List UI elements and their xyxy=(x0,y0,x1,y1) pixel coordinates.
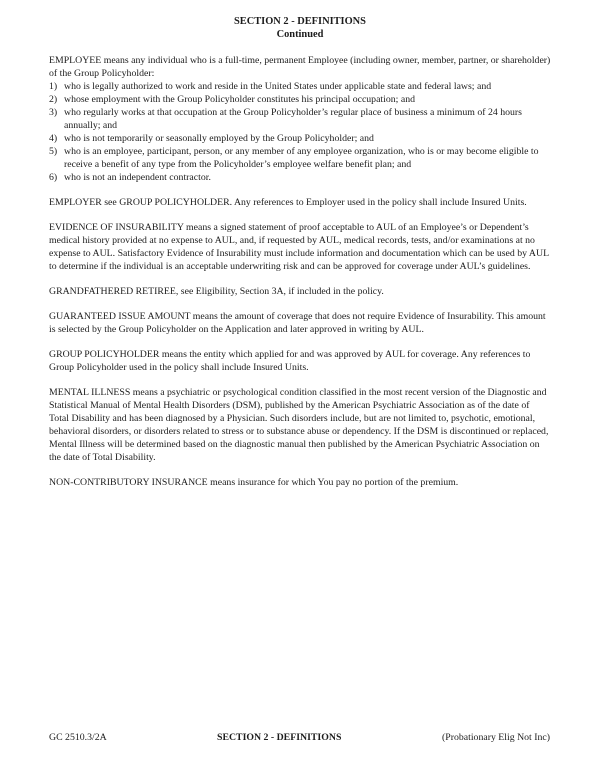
list-item-text: who is not temporarily or seasonally employed by the Group Policyholder; and xyxy=(64,133,374,144)
list-item xyxy=(49,106,551,132)
footer-note: (Probationary Elig Not Inc) xyxy=(441,732,550,743)
list-item-text: whose employment with the Group Policyholder constitutes his principal occupation; and xyxy=(64,94,415,105)
list-item-text: who is not an independent contractor. xyxy=(64,172,211,183)
list-item-number: 5) xyxy=(49,146,58,157)
definition-mental-illness: MENTAL ILLNESS means a psychiatric or psychological condition classified in the most recent version of the Diagnostic and Statistical Manual of Mental Health Disorders (DSM), published by the American Psychiatric Association as of the date of Total Disability and has been diagnosed by a Physician. Such disorders include, but are not limited to, psychotic, emotional, behavioral disorders, or disorders related to stress or to substance abuse or dependency. If the DSM is discontinued or replaced, Mental Illness will be determined based on the diagnostic manual then published by the American Psychiatric Association on the date of Total Disability. xyxy=(49,387,549,463)
list-item-number: 3) xyxy=(49,107,58,118)
form-number: GC 2510.3/2A xyxy=(49,732,107,743)
employee-criteria-list xyxy=(49,80,551,184)
definition-guaranteed-issue-amount: GUARANTEED ISSUE AMOUNT means the amount of coverage that does not require Evidence of Insurability. This amount is selected by the Group Policyholder on the Application and later approved in writing by AUL. xyxy=(49,311,546,335)
list-item xyxy=(49,132,551,145)
list-item xyxy=(49,80,551,93)
section-heading xyxy=(49,15,551,41)
list-item-number: 4) xyxy=(49,133,58,144)
list-item-text: who is legally authorized to work and reside in the United States under applicable state and federal laws; and xyxy=(64,81,492,92)
section-title: SECTION 2 - DEFINITIONS xyxy=(234,16,366,27)
definition-grandfathered-retiree: GRANDFATHERED RETIREE, see Eligibility, Section 3A, if included in the policy. xyxy=(49,286,384,297)
list-item xyxy=(49,93,551,106)
list-item-text: who regularly works at that occupation at the Group Policyholder’s regular place of business a minimum of 24 hours annually; and xyxy=(64,107,522,131)
list-item xyxy=(49,145,551,171)
definition-non-contributory-insurance: NON-CONTRIBUTORY INSURANCE means insurance for which You pay no portion of the premium. xyxy=(49,477,459,488)
definition-employee-lead: EMPLOYEE means any individual who is a full-time, permanent Employee (including owner, member, partner, or shareholder) of the Group Policyholder: xyxy=(49,55,551,79)
list-item-number: 1) xyxy=(49,81,58,92)
footer-section-title: SECTION 2 - DEFINITIONS xyxy=(217,732,342,743)
definition-employer: EMPLOYER see GROUP POLICYHOLDER. Any references to Employer used in the policy shall include Insured Units. xyxy=(49,197,527,208)
definition-group-policyholder: GROUP POLICYHOLDER means the entity which applied for and was approved by AUL for coverage. Any references to Group Policyholder used in the policy shall include Insured Units. xyxy=(49,349,531,373)
list-item-number: 6) xyxy=(49,172,58,183)
definition-evidence-of-insurability: EVIDENCE OF INSURABILITY means a signed statement of proof acceptable to AUL of an Employee’s or Dependent’s medical history provided at no expense to AUL, and, if requested by AUL, medical records, tests, and/or examinations at no expense to AUL. Satisfactory Evidence of Insurability must include information and documentation which can be used by AUL to determine if the individual is an acceptable underwriting risk and can be approved for coverage under AUL’s guidelines. xyxy=(49,222,549,272)
list-item-text: who is an employee, participant, person, or any member of any employee organization, who is or may become eligible to receive a benefit of any type from the Policyholder’s employee welfare benefit plan; and xyxy=(64,146,539,170)
list-item-number: 2) xyxy=(49,94,58,105)
section-subtitle: Continued xyxy=(276,29,324,40)
list-item xyxy=(49,171,551,184)
page-footer xyxy=(0,731,600,744)
